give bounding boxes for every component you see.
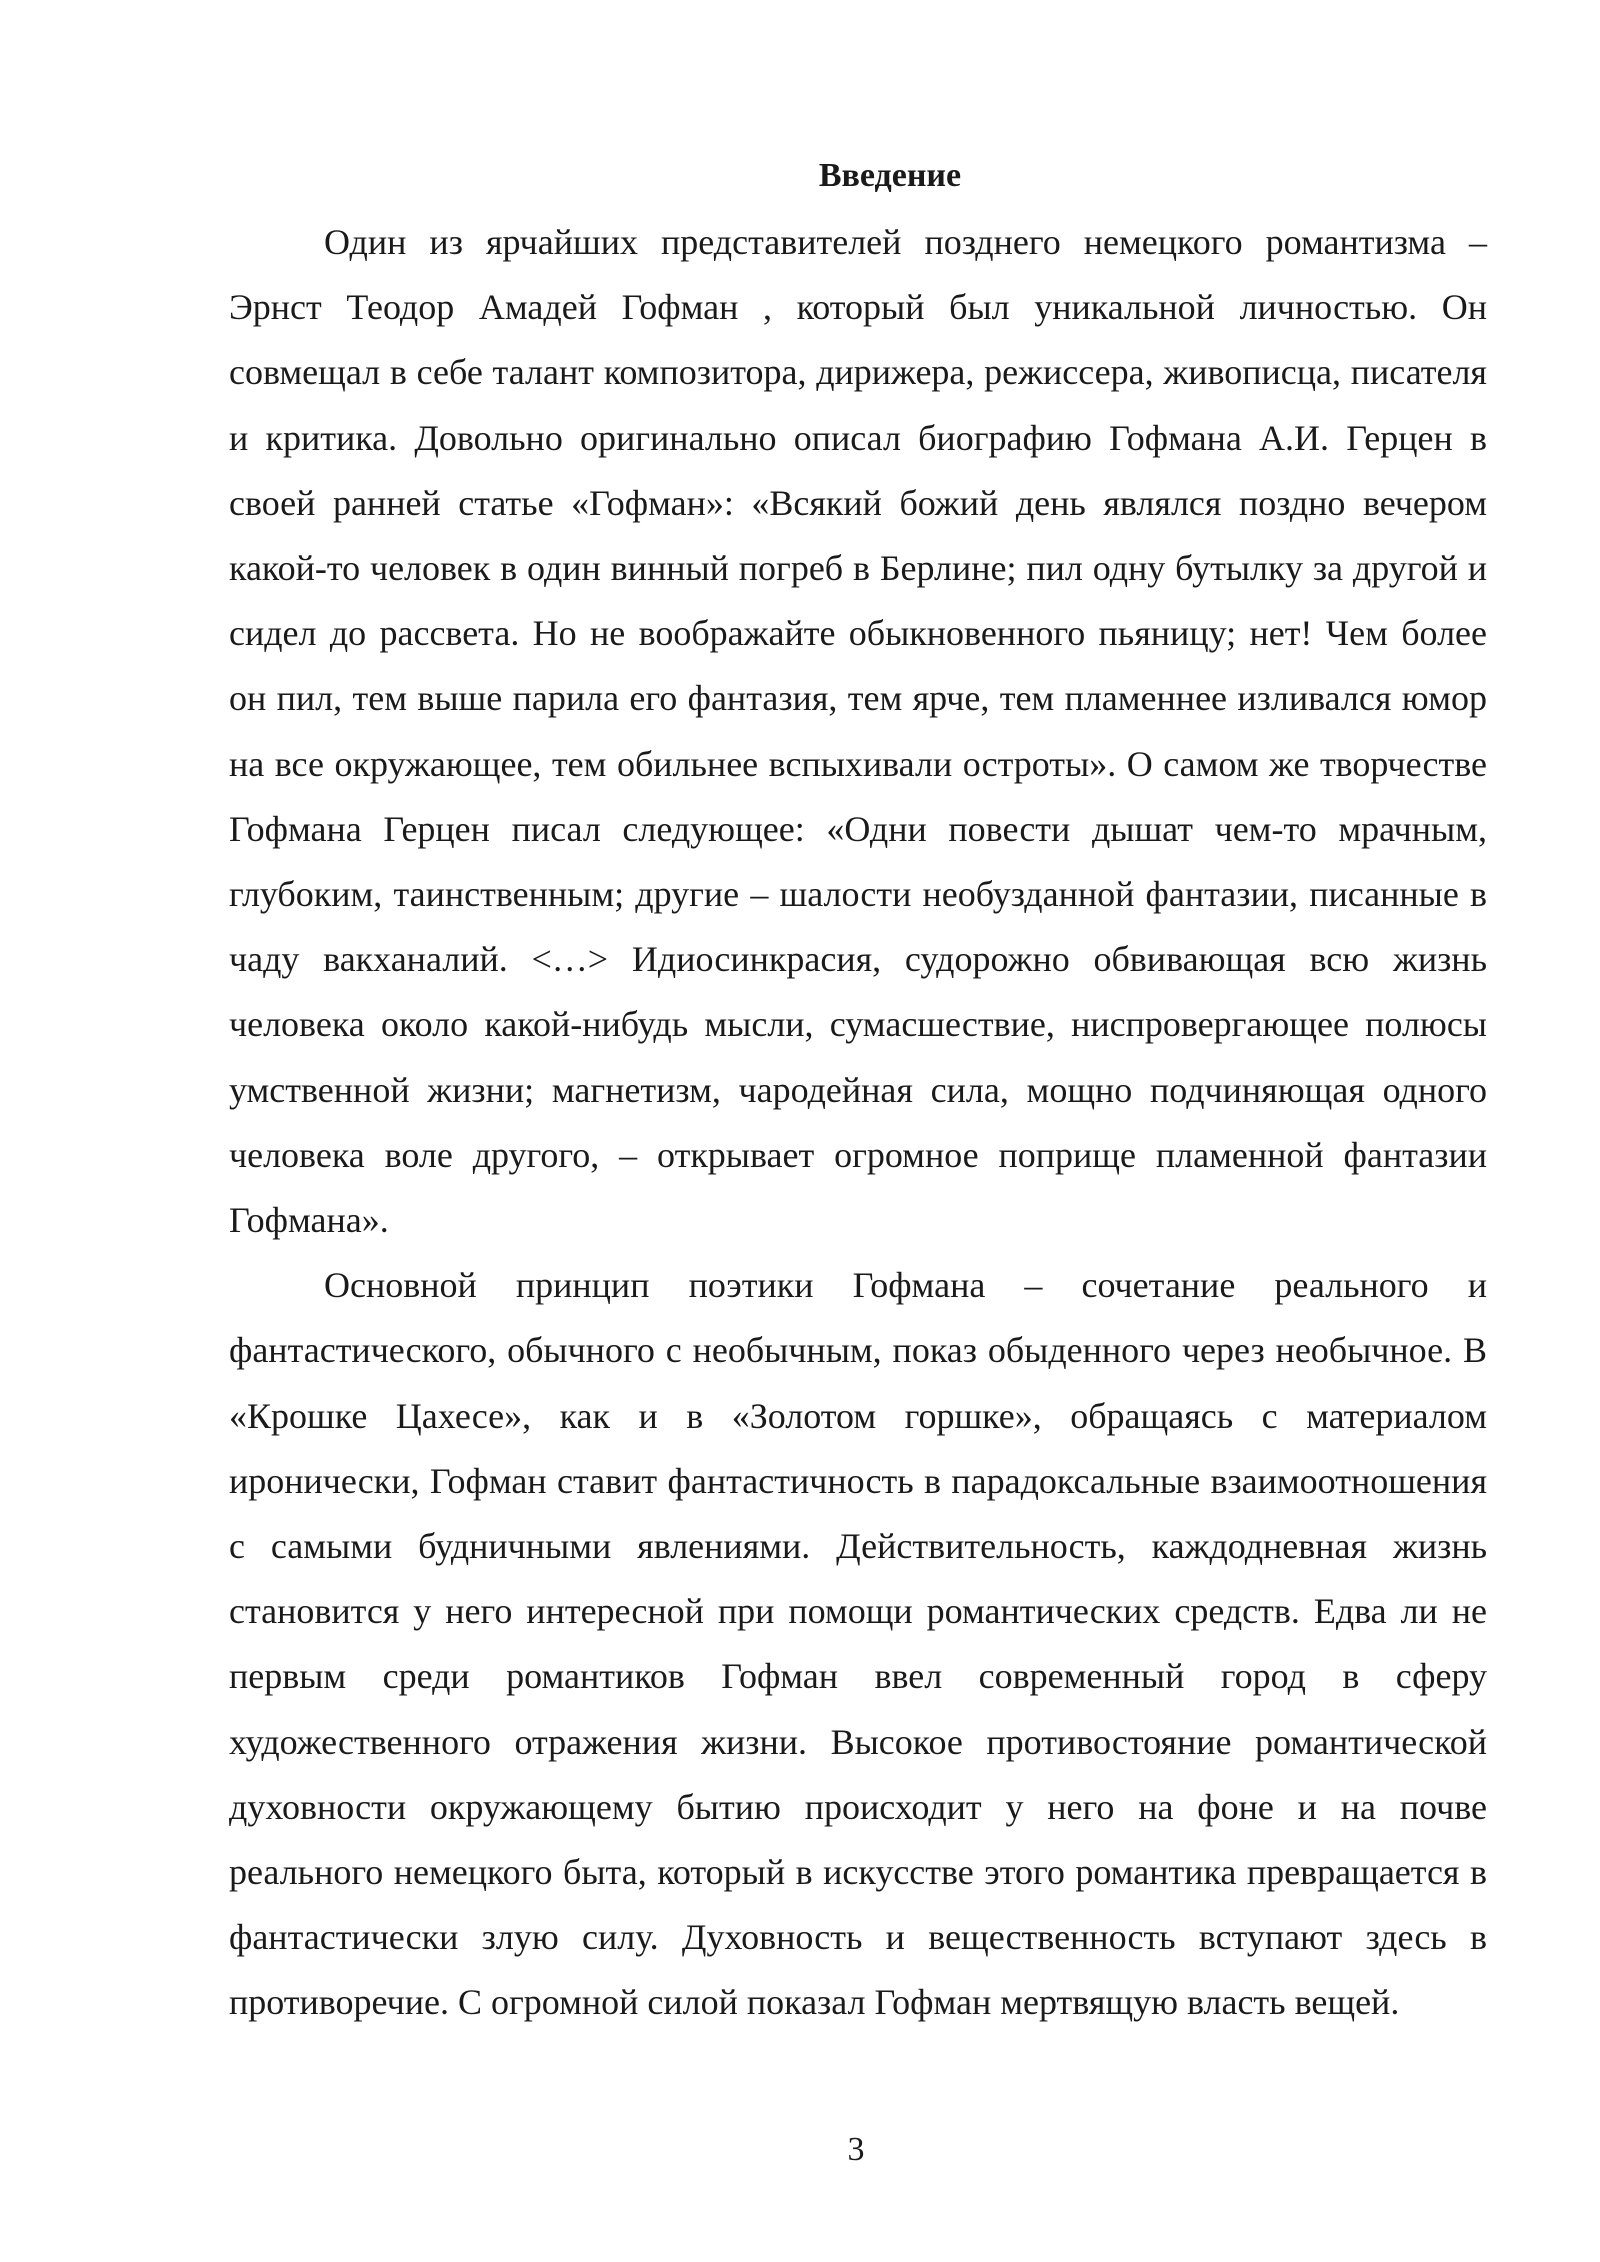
paragraph-2: Основной принцип поэтики Гофмана – сочетание реального и фантастического, обычного с необычным, показ обыденного через необычное. В «Крошке Цахесе», как и в «Золотом горшке», обращаясь с материалом иронически, Гофман ставит фантастичность в парадоксальные взаимоотношения с самыми будничными явлениями. Действительность, каждодневная жизнь становится у него интересной при помощи романтических средств. Едва ли не первым среди романтиков Гофман ввел современный город в сферу художественного отражения жизни. Высокое противостояние романтической духовности окружающему бытию происходит у него на фоне и на почве реального немецкого быта, который в искусстве этого романтика превращается в фантастически злую силу. Духовность и вещественность вступают здесь в противоречие. С огромной силой показал Гофман мертвящую власть вещей. [229, 1265, 1487, 2023]
section-heading: Введение [818, 157, 962, 194]
paragraph-1: Один из ярчайших представителей позднего немецкого романтизма – Эрнст Теодор Амадей Гофман , который был уникальной личностью. Он совмещал в себе талант композитора, дирижера, режиссера, живописца, писателя и критика. Довольно оригинально описал биографию Гофмана А.И. Герцен в своей ранней статье «Гофман»: «Всякий божий день являлся поздно вечером какой-то человек в один винный погреб в Берлине; пил одну бутылку за другой и сидел до рассвета. Но не воображайте обыкновенного пьяницу; нет! Чем более он пил, тем выше парила его фантазия, тем ярче, тем пламеннее изливался юмор на все окружающее, тем обильнее вспыхивали остроты». О самом же творчестве Гофмана Герцен писал следующее: «Одни повести дышат чем-то мрачным, глубоким, таинственным; другие – шалости необузданной фантазии, писанные в чаду вакханалий. <…> Идиосинкрасия, судорожно обвивающая всю жизнь человека около какой-нибудь мысли, сумасшествие, ниспровергающее полюсы умственной жизни; магнетизм, чародейная сила, мощно подчиняющая одного человека воле другого, – открывает огромное поприще пламенной фантазии Гофмана». [229, 222, 1487, 1241]
page-number: 3 [847, 2131, 865, 2168]
body-text [229, 210, 1487, 2036]
